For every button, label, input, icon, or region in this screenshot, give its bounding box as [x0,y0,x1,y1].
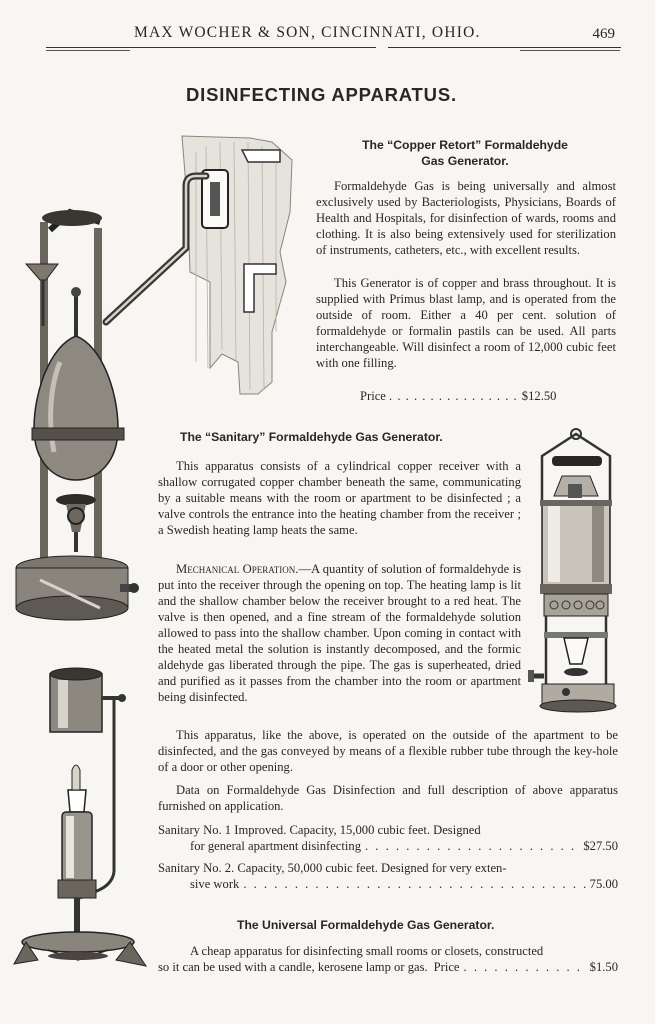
universal-generator-illustration [8,660,158,978]
header-rule-right-thin [520,50,620,51]
universal-title: The Universal Formaldehyde Gas Generator. [237,918,495,932]
price-leader-dots [243,876,585,892]
copper-retort-price: $12.50 [521,389,557,403]
sanitary-paragraph-2 [158,561,521,705]
price-list-item [158,860,618,892]
copper-retort-title [339,137,591,169]
universal-description [158,943,618,975]
item-description-line2: sive work [190,877,240,891]
copper-retort-paragraph-2: This Generator is of copper and brass throughout. It is supplied with Primus blast lamp, and is operated from the outside of room. Either a 40 per cent. solution of formaldehyde or formalin pastils can be used. All parts interchangeable. Will disinfect a room of 12,000 cubic feet with one filling. [316,276,616,370]
universal-line1: A cheap apparatus for disinfecting small rooms or closets, constructed [190,944,544,958]
sanitary-price-list [158,822,618,892]
page-title: DISINFECTING APPARATUS. [186,84,457,105]
sanitary-paragraph-1: This apparatus consists of a cylindrical copper receiver with a shallow corrugated copper chamber beneath the same, communicating by a suitable means with the room or apartment to be disinfected ; a valve controls the entrance into the heating chamber from the receiver ; a Swedish heating lamp heats the same. [158,459,521,537]
item-price: $27.50 [583,839,618,853]
sanitary-paragraph-3: This apparatus, like the above, is operated on the outside of the apartment to be disinfected, and the gas conveyed by means of a flexible rubber tube through the key-hole of a door or other opening. [158,728,618,774]
sanitary-generator-illustration [528,426,624,716]
price-list-item [158,822,618,854]
header-rule-left [46,47,376,48]
firm-name: MAX WOCHER & SON, CINCINNATI, OHIO. [134,24,481,41]
copper-retort-paragraph-1: Formaldehyde Gas is being universally and almost exclusively used by Bacteriologists, Physicians, Boards of Health and Hospitals, for disinfection of wards, rooms and clothing. It is also being extensively used for sterilization of instruments, catheters, etc., with excellent results. [316,179,616,257]
item-description-line1: Sanitary No. 2. Capacity, 50,000 cubic feet. Designed for very exten- [158,861,507,875]
copper-retort-generator-illustration [10,132,300,624]
item-price: 75.00 [589,877,618,891]
price-leader-dots [464,959,586,975]
copper-retort-title-line2: Gas Generator. [421,154,509,168]
sanitary-title: The “Sanitary” Formaldehyde Gas Generator. [180,430,443,444]
universal-price: $1.50 [589,960,618,974]
header-rule-right [388,47,621,48]
item-description-line1: Sanitary No. 1 Improved. Capacity, 15,000 cubic feet. Designed [158,823,481,837]
sanitary-paragraph-4: Data on Formaldehyde Gas Disinfection and full description of above apparatus furnished on application. [158,783,618,813]
item-description-line2: for general apartment disinfecting [190,839,361,853]
copper-retort-title-line1: The “Copper Retort” Formaldehyde [362,138,568,152]
copper-retort-price-label: Price [360,389,386,403]
universal-line2: so it can be used with a candle, kerosene lamp or gas. [158,960,428,974]
header-rule-left-thin [46,50,130,51]
running-header [46,22,621,48]
universal-price-label: Price [433,960,460,974]
copper-retort-price-line [360,389,556,404]
price-leader-dots [365,838,579,854]
price-leader-dots: . . . . . . . . . . . . . . . . [389,389,522,403]
mechanical-operation-text: —A quantity of solution of formaldehyde is put into the receiver through the opening on top. The heating lamp is lit and the shallow chamber below the receiver brought to a red heat. The valve is then opened, and a fine stream of the formaldehyde solution allowed to pass into the shallow chamber. Upon coming in contact with the heated metal the solution is instantly decomposed, and the formic aldehyde gas liberated through the pipe. The gas is superheated, dried and purified as it passes from the chamber into the room or apartment being disinfected. [158,562,522,704]
mechanical-operation-lead: Mechanical Operation. [176,562,299,576]
page-number: 469 [592,26,615,42]
